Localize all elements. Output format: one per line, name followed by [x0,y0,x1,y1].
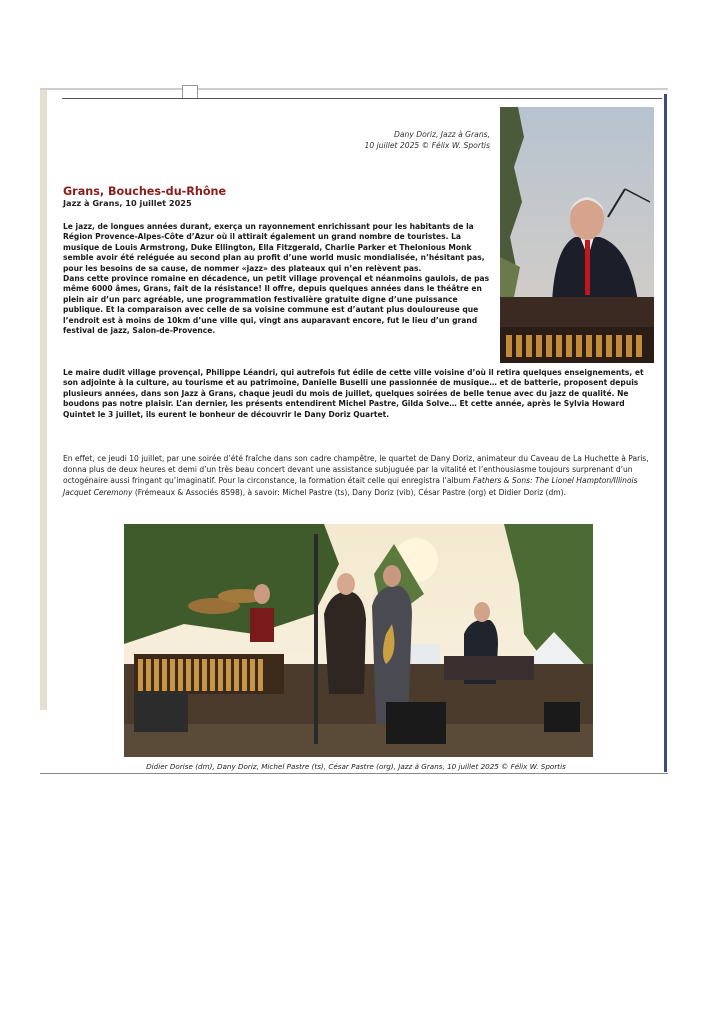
page-tab-marker [182,85,198,99]
top-caption-line-1: Dany Doriz, Jazz à Grans, [394,130,490,139]
quartet-photo [124,524,593,757]
page-frame-bottom [40,773,668,774]
page-frame-right [664,94,667,772]
article-intro [63,222,499,336]
article-title: Grans, Bouches-du-Rhône [63,185,227,198]
paragraph-4 [63,453,659,498]
article-subtitle: Jazz à Grans, 10 juillet 2025 [63,198,192,208]
paragraph-4-end: (Frémeaux & Associés 8598), à savoir: Michel Pastre (ts), Dany Doriz (vib), César Pastre (org) et Didier Doriz (dm). [132,487,566,497]
paragraph-4-start: En effet, ce jeudi 10 juillet, par une soirée d’été fraîche dans son cadre champêtre, le quartet de Dany Doriz, animateur du Caveau de La Huchette à Paris, donna plus de deux heures et demi d’un très beau concert devant une assistance subjuguée par la vitalité et l’enthousiasme toujours surprenant d’un octogénaire aussi fringant qu’imaginatif. Pour la circonstance, la formation était celle qui enregistra l’album [63,454,649,486]
bottom-photo-caption: Didier Dorise (dm), Dany Doriz, Michel Pastre (ts), César Pastre (org), Jazz à Grans, 10 juillet 2025 © Félix W. Sportis [146,762,566,771]
paragraph-2: Dans cette province romaine en décadence, un petit village provençal et néanmoins gaulois, de pas même 6000 âmes, Grans, fait de la résistance! Il offre, depuis quelques années dans le théâtre en plein air d’un parc agréable, une programmation festivalière gratuite digne d’une puissance publique. Et la comparaison avec celle de sa voisine commune est d’autant plus douloureuse que l’endroit est à moins de 10km d’une ville qui, vingt ans auparavant encore, fut le lieu d’un grand festival de jazz, Salon-de-Provence. [63,274,490,336]
top-caption-line-2: 10 juillet 2025 © Félix W. Sportis [364,140,490,150]
paragraph-3: Le maire dudit village provençal, Philippe Léandri, qui autrefois fut édile de cette ville voisine d’où il retira quelques enseignements, et son adjointe à la culture, au tourisme et au patrimoine, Danielle Buselli une passionnée de musique… et de batterie, proposent depuis plusieurs années, dans son Jazz à Grans, chaque jeudi du mois de juillet, quelques soirées de belle tenue avec du jazz de qualité. Ne boudons pas notre plaisir. L’an dernier, les présents entendirent Michel Pastre, Gilda Solve… Et cette année, après le Sylvia Howard Quintet le 3 juillet, ils eurent le bonheur de découvrir le Dany Doriz Quartet. [63,368,644,419]
page-frame-top [40,88,668,90]
album-title: Fathers & Sons: The Lionel Hampton/Illinois Jacquet Ceremony [63,476,638,497]
paragraph-1: Le jazz, de longues années durant, exerça un rayonnement enrichissant pour les habitants de la Région Provence-Alpes-Côte d’Azur où il attirait également un grand nombre de touristes. La musique de Louis Armstrong, Duke Ellington, Ella Fitzgerald, Charlie Parker et Thelonious Monk semble avoir été reléguée au second plan au profit d’une world music mondialisée, n’hésitant pas, pour les besoins de sa cause, de nommer «jazz» des plateaux qui n’en relèvent pas. [63,222,485,273]
vibraphonist-photo [500,107,654,363]
page-frame-left [40,90,47,710]
article-intro-wide [63,368,655,420]
header-rule [62,98,662,99]
top-photo-caption [300,130,490,151]
